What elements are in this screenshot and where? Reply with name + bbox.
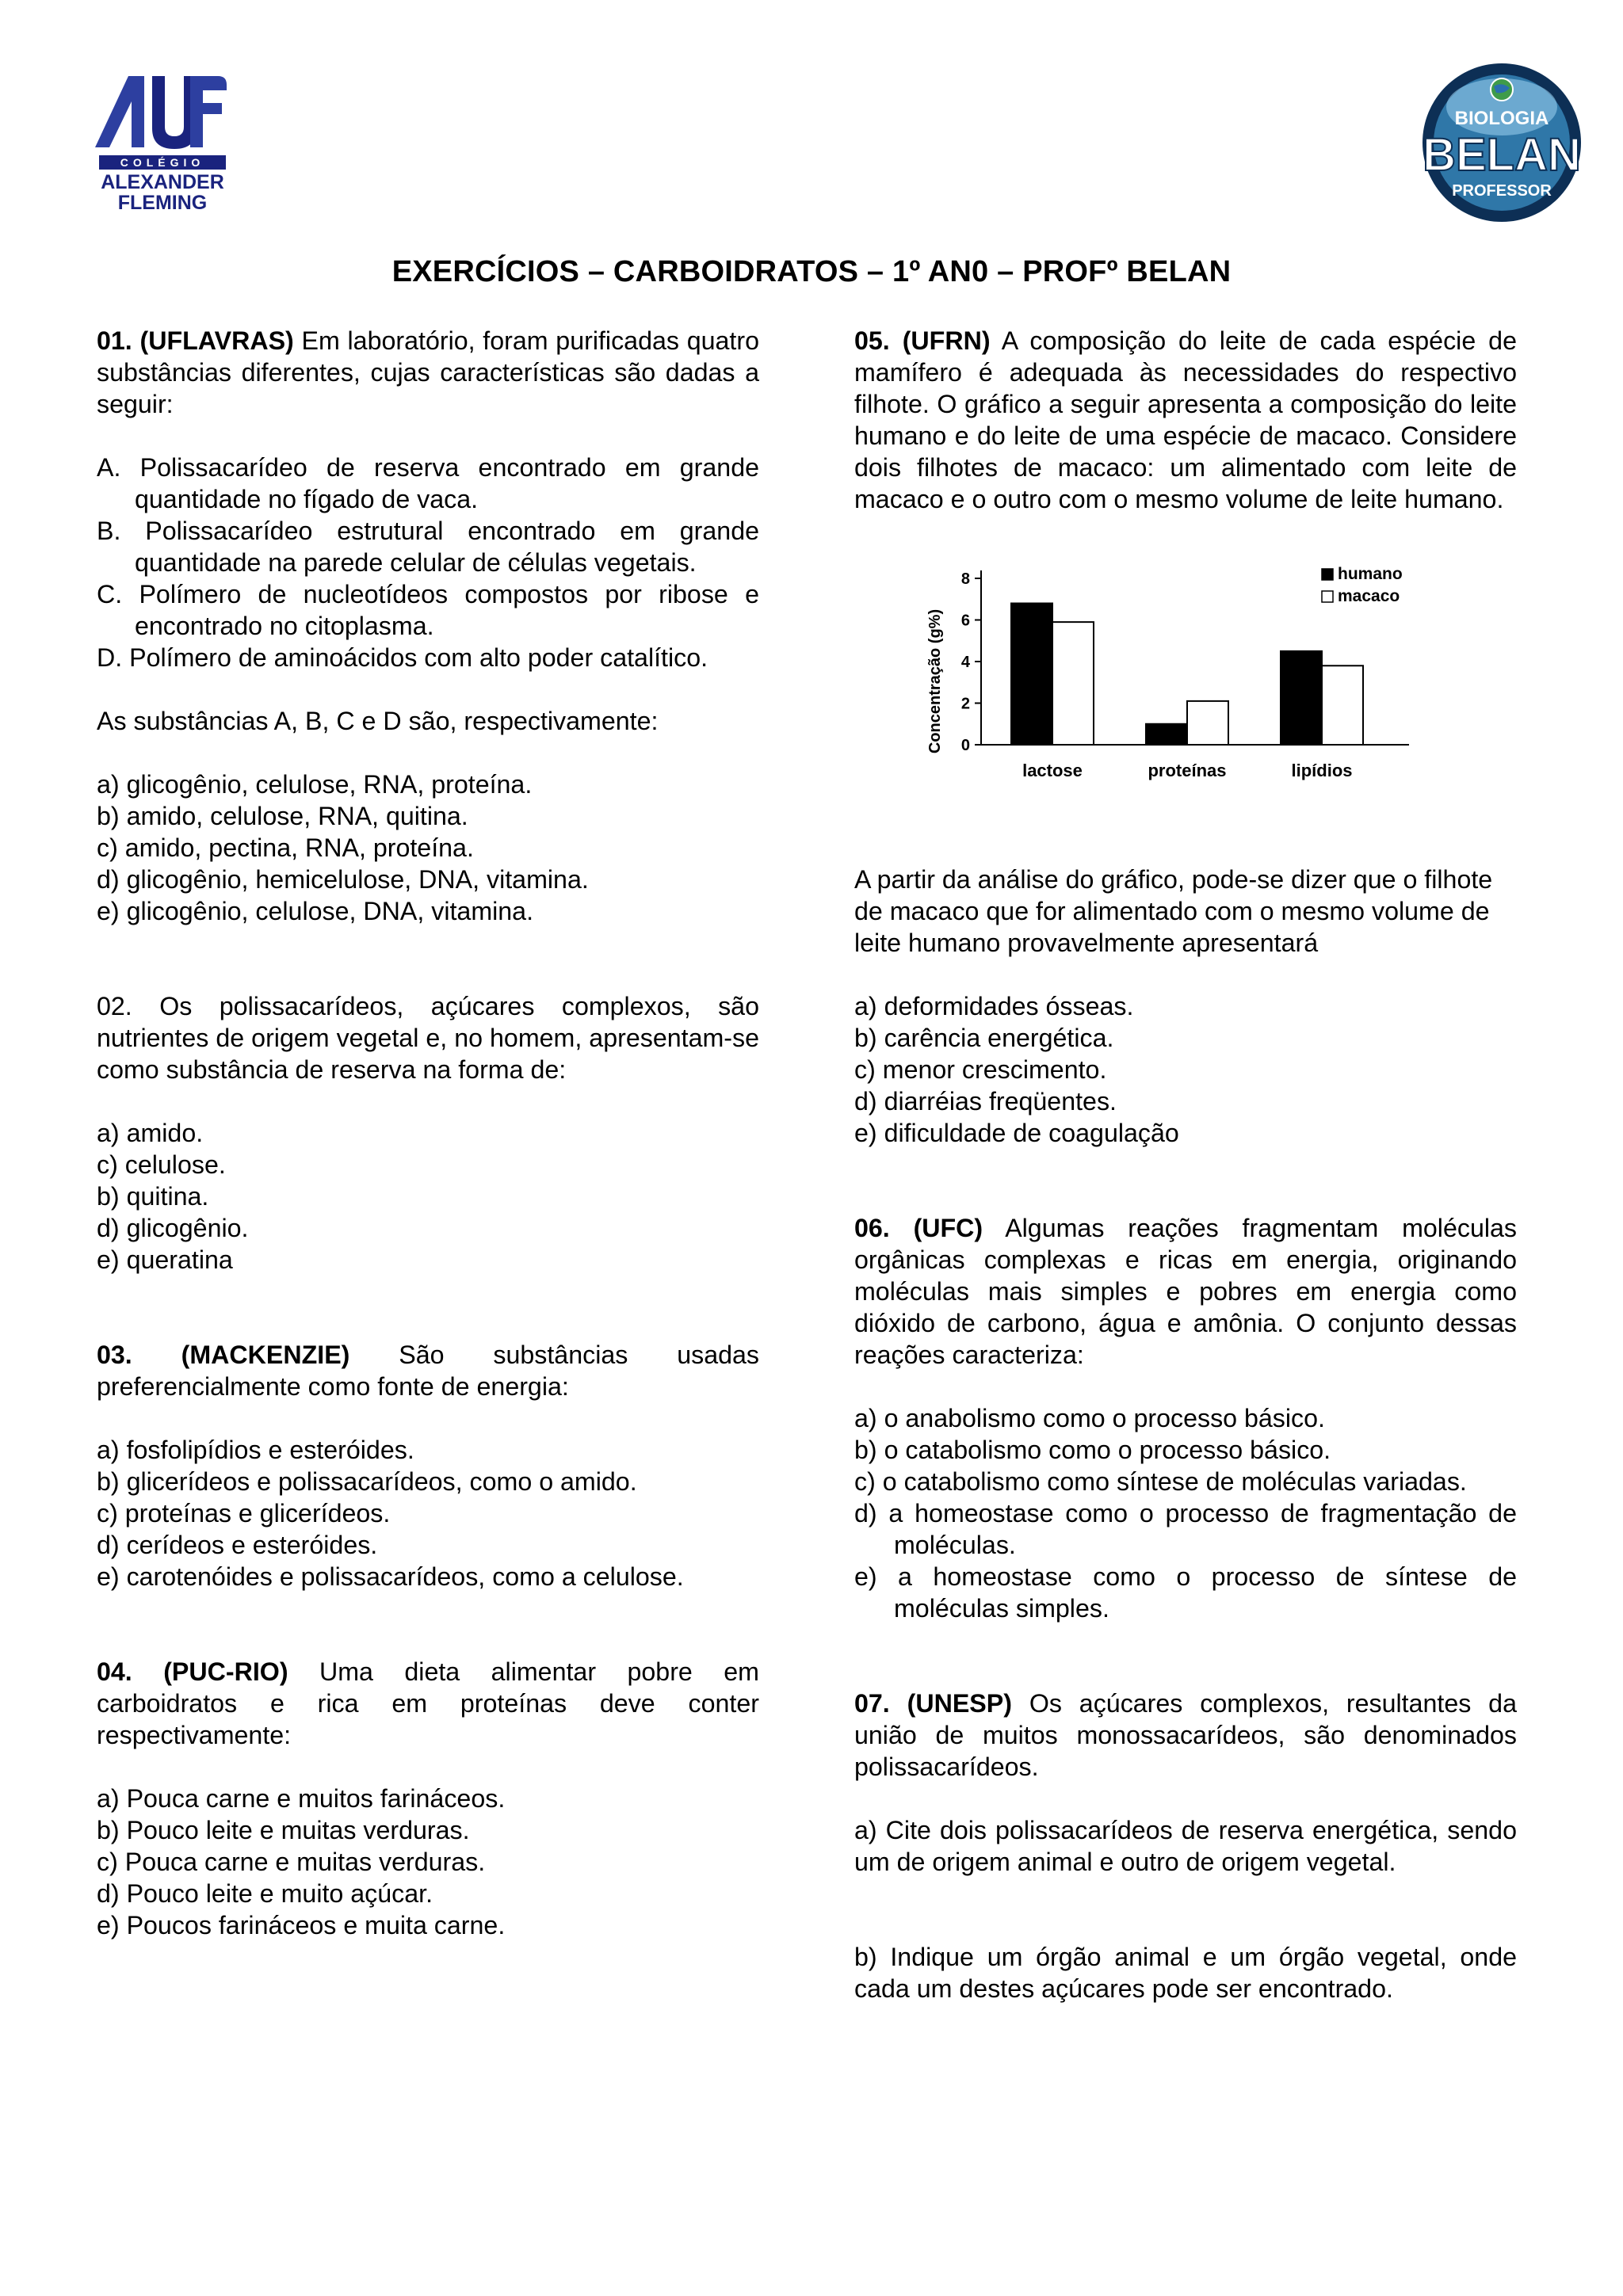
page-title: EXERCÍCIOS – CARBOIDRATOS – 1º AN0 – PROFº BELAN	[391, 255, 1232, 288]
q04-option-d: d) Pouco leite e muito açúcar.	[97, 1879, 433, 1908]
q01-statement	[97, 325, 759, 420]
chart-category-label-2: lipídios	[1291, 761, 1353, 780]
legend-label-humano: humano	[1338, 565, 1403, 583]
left-column	[97, 325, 759, 1941]
q03-option-b: b) glicerídeos e polissacarídeos, como o amido.	[97, 1467, 637, 1496]
q01-option-d: d) glicogênio, hemicelulose, DNA, vitamina.	[97, 865, 589, 894]
q04-number: 04.	[97, 1657, 132, 1686]
globe-icon	[1491, 78, 1513, 101]
chart-ytick-label-0: 0	[960, 737, 970, 754]
q01-item-c: C. Polímero de nucleotídeos compostos por ribose e encontrado no citoplasma.	[97, 580, 759, 640]
q04-option-a: a) Pouca carne e muitos farináceos.	[97, 1784, 506, 1813]
q01-source: (UFLAVRAS)	[139, 326, 294, 355]
badge-middle-text: BELAN	[1423, 129, 1581, 181]
chart-bar-proteínas-macaco	[1187, 701, 1228, 745]
chart-category-label-0: lactose	[1022, 761, 1083, 780]
q01-option-b: b) amido, celulose, RNA, quitina.	[97, 802, 468, 830]
q04-option-e: e) Poucos farináceos e muita carne.	[97, 1911, 506, 1939]
q03-option-d: d) cerídeos e esteróides.	[97, 1531, 378, 1559]
q01-number: 01.	[97, 326, 132, 355]
chart-svg	[918, 547, 1425, 832]
q01-option-a: a) glicogênio, celulose, RNA, proteína.	[97, 770, 533, 799]
legend-swatch-humano	[1322, 569, 1333, 580]
q05-statement	[854, 325, 1517, 515]
chart-ylabel: Concentração (g%)	[926, 608, 944, 754]
q01-item-a: A. Polissacarídeo de reserva encontrado em grande quantidade no fígado de vaca.	[97, 453, 759, 513]
chart-ytick-label-1: 2	[960, 695, 970, 713]
school-logo	[79, 70, 246, 220]
q07-statement	[854, 1688, 1517, 1783]
q06-statement	[854, 1212, 1517, 1371]
q01-question: As substâncias A, B, C e D são, respectivamente:	[97, 707, 659, 735]
q05-option-e: e) dificuldade de coagulação	[854, 1119, 1179, 1147]
q05-source: (UFRN)	[902, 326, 991, 355]
q04-statement	[97, 1656, 759, 1751]
logo-line2: ALEXANDER	[101, 171, 224, 193]
q02-option-4: d) glicogênio.	[97, 1214, 249, 1242]
q06-option-d: d) a homeostase como o processo de fragmentação de moléculas.	[854, 1499, 1517, 1559]
logo-line1: COLÉGIO	[120, 156, 205, 169]
q04-source: (PUC-RIO)	[163, 1657, 288, 1686]
q06-option-b: b) o catabolismo como o processo básico.	[854, 1436, 1331, 1464]
chart-ytick-label-4: 8	[960, 570, 970, 588]
badge-bottom-text: PROFESSOR	[1452, 182, 1552, 200]
q07-source: (UNESP)	[907, 1689, 1012, 1718]
right-column	[854, 325, 1517, 2004]
legend-swatch-macaco	[1322, 591, 1333, 602]
legend-label-macaco: macaco	[1338, 587, 1400, 605]
q04-option-b: b) Pouco leite e muitas verduras.	[97, 1816, 470, 1844]
q06-option-e: e) a homeostase como o processo de síntese de moléculas simples.	[854, 1562, 1517, 1623]
q02-option-1: a) amido.	[97, 1119, 204, 1147]
logo-a-shape	[95, 76, 144, 147]
q03-option-a: a) fosfolipídios e esteróides.	[97, 1436, 414, 1464]
q01-option-e: e) glicogênio, celulose, DNA, vitamina.	[97, 897, 534, 925]
q03-text: São substâncias usadas preferencialmente como fonte de energia:	[97, 1341, 759, 1401]
q05-text: A composição do leite de cada espécie de mamífero é adequada às necessidades do respectivo filhote. O gráfico a seguir apresenta a composição do leite humano e do leite de uma espécie de macaco. Considere dois filhotes de macaco: um alimentado com leite de macaco e o outro com o mesmo volume de leite humano.	[854, 326, 1517, 513]
q04-text: Uma dieta alimentar pobre em carboidratos e rica em proteínas deve conter respectivamente:	[97, 1657, 759, 1749]
q05-option-c: c) menor crescimento.	[854, 1055, 1107, 1084]
chart-bar-lipídios-humano	[1281, 651, 1322, 745]
q06-source: (UFC)	[913, 1214, 983, 1242]
badge-top-text: BIOLOGIA	[1454, 108, 1549, 129]
chart-bar-lactose-macaco	[1052, 622, 1094, 745]
q02-option-5: e) queratina	[97, 1245, 233, 1274]
q05-question: A partir da análise do gráfico, pode-se dizer que o filhote de macaco que for alimentado com o mesmo volume de leite humano provavelmente apresentará	[854, 865, 1493, 957]
belan-badge	[1419, 59, 1585, 226]
q01-option-c: c) amido, pectina, RNA, proteína.	[97, 833, 474, 862]
logo-f-shape	[190, 76, 227, 147]
q03-option-e: e) carotenóides e polissacarídeos, como a celulose.	[97, 1562, 684, 1591]
chart-category-label-1: proteínas	[1148, 761, 1227, 780]
q01-item-d: D. Polímero de aminoácidos com alto poder catalítico.	[97, 643, 708, 672]
q07-part-a: a) Cite dois polissacarídeos de reserva energética, sendo um de origem animal e outro de origem vegetal.	[854, 1816, 1517, 1876]
q03-option-c: c) proteínas e glicerídeos.	[97, 1499, 391, 1527]
q01-item-b: B. Polissacarídeo estrutural encontrado em grande quantidade na parede celular de células vegetais.	[97, 517, 759, 577]
q07-part-b: b) Indique um órgão animal e um órgão vegetal, onde cada um destes açúcares pode ser encontrado.	[854, 1943, 1517, 2003]
q05-option-a: a) deformidades ósseas.	[854, 992, 1134, 1020]
chart-bar-lipídios-macaco	[1322, 666, 1363, 745]
q03-source: (MACKENZIE)	[181, 1341, 350, 1369]
q06-option-c: c) o catabolismo como síntese de moléculas variadas.	[854, 1467, 1467, 1496]
q06-text: Algumas reações fragmentam moléculas orgânicas complexas e ricas em energia, originando moléculas mais simples e pobres em energia como dióxido de carbono, água e amônia. O conjunto dessas reações caracteriza:	[854, 1214, 1517, 1369]
chart-ytick-label-3: 6	[960, 612, 970, 630]
q02-statement: 02. Os polissacarídeos, açúcares complexos, são nutrientes de origem vegetal e, no homem, apresentam-se como substância de reserva na forma de:	[97, 992, 759, 1084]
q03-statement	[97, 1339, 759, 1402]
q05-number: 05.	[854, 326, 890, 355]
milk-composition-chart	[854, 547, 1517, 832]
q03-number: 03.	[97, 1341, 132, 1369]
q06-option-a: a) o anabolismo como o processo básico.	[854, 1404, 1325, 1432]
q06-number: 06.	[854, 1214, 890, 1242]
q07-number: 07.	[854, 1689, 890, 1718]
chart-bar-proteínas-humano	[1146, 724, 1187, 745]
chart-ytick-label-2: 4	[960, 654, 970, 671]
q05-option-d: d) diarréias freqüentes.	[854, 1087, 1117, 1116]
chart-bar-lactose-humano	[1011, 604, 1052, 746]
q04-option-c: c) Pouca carne e muitas verduras.	[97, 1848, 486, 1876]
chart-legend	[1322, 565, 1403, 605]
logo-line3: FLEMING	[117, 192, 208, 214]
q02-option-2: c) celulose.	[97, 1150, 226, 1179]
q07-text: Os açúcares complexos, resultantes da união de muitos monossacarídeos, são denominados polissacarídeos.	[854, 1689, 1517, 1781]
q01-text: Em laboratório, foram purificadas quatro substâncias diferentes, cujas características são dadas a seguir:	[97, 326, 759, 418]
q05-option-b: b) carência energética.	[854, 1024, 1114, 1052]
logo-u-shape	[152, 76, 197, 149]
q02-option-3: b) quitina.	[97, 1182, 209, 1211]
